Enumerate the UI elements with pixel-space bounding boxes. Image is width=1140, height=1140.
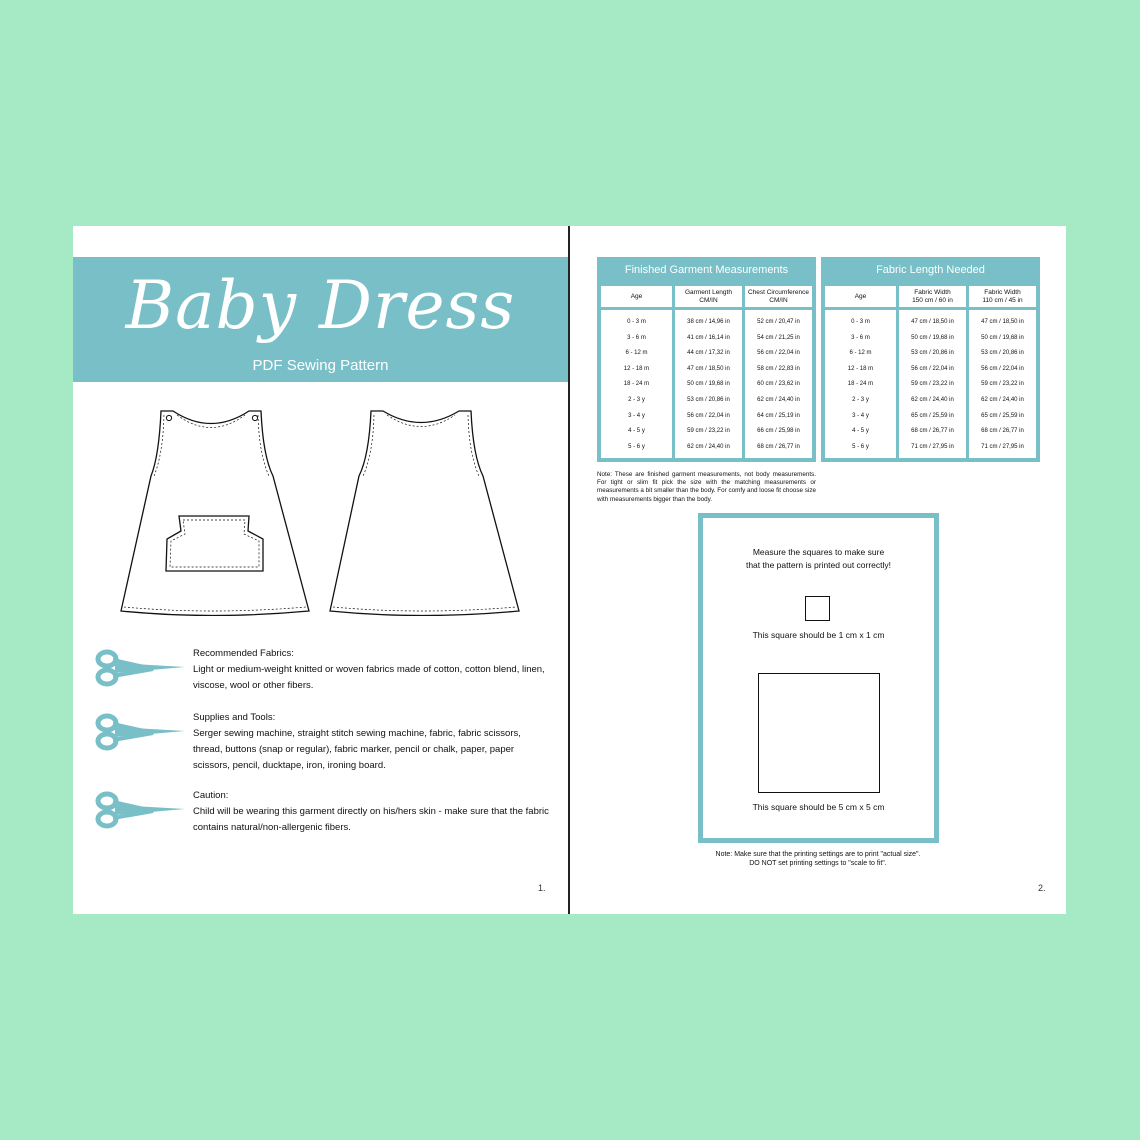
table-cell: 12 - 18 m bbox=[847, 365, 874, 372]
table-cell: 56 cm / 22,04 in bbox=[687, 412, 730, 419]
page-number-right: 2. bbox=[1038, 883, 1046, 893]
supplies-title: Supplies and Tools: bbox=[193, 712, 276, 723]
table-cell: 58 cm / 22,83 in bbox=[757, 365, 800, 372]
test-squares-box bbox=[698, 513, 939, 843]
table-cell: 68 cm / 26,77 in bbox=[981, 428, 1024, 435]
fabric-col-age bbox=[825, 286, 899, 458]
table-cell: 44 cm / 17,32 in bbox=[687, 350, 730, 357]
measurements-col-age bbox=[601, 286, 675, 458]
table-cell: 64 cm / 25,19 in bbox=[757, 412, 800, 419]
fabrics-title: Recommended Fabrics: bbox=[193, 648, 294, 659]
dress-flat-sketch bbox=[113, 406, 533, 616]
table-cell: 18 - 24 m bbox=[623, 381, 650, 388]
table-cell: 38 cm / 14,96 in bbox=[687, 319, 730, 325]
table-cell: 56 cm / 22,04 in bbox=[757, 350, 800, 357]
test-square-1cm-caption: This square should be 1 cm x 1 cm bbox=[752, 630, 885, 640]
table-cell: 0 - 3 m bbox=[851, 319, 870, 325]
fabric-table-body bbox=[821, 283, 1040, 462]
table-cell: 50 cm / 19,68 in bbox=[687, 381, 730, 388]
table-cell: 62 cm / 24,40 in bbox=[687, 443, 730, 450]
column-header: Chest Circumference CM/IN bbox=[745, 286, 812, 310]
dress-front-pocket bbox=[166, 516, 263, 571]
dress-front-outline bbox=[121, 411, 309, 616]
print-settings-note: Note: Make sure that the printing settings are to print "actual size". DO NOT set printing settings to "scale to fit". bbox=[715, 851, 921, 867]
table-cell: 2 - 3 y bbox=[628, 396, 645, 403]
measurements-note: Note: These are finished garment measurements, not body measurements. For tight or slim fit pick the size with the matching measurements or measurements a bit smaller than the body. For comfy and loose fit choose size with measurements bigger than the body. bbox=[597, 471, 816, 503]
table-cell: 12 - 18 m bbox=[623, 365, 650, 372]
scissors-icon bbox=[93, 710, 188, 752]
supplies-body: Serger sewing machine, straight stitch sewing machine, fabric, fabric scissors, thread, buttons (snap or regular), fabric marker, pencil or chalk, paper, paper scissors, pencil, ducktape, iron, ironing board. bbox=[193, 728, 521, 771]
table-cell: 62 cm / 24,40 in bbox=[911, 396, 954, 403]
table-cell: 47 cm / 18,50 in bbox=[687, 365, 730, 372]
page-divider bbox=[568, 226, 570, 914]
table-cell: 6 - 12 m bbox=[849, 350, 872, 357]
table-cell: 60 cm / 23,62 in bbox=[757, 381, 800, 388]
table-cell: 3 - 4 y bbox=[852, 412, 869, 419]
table-cell: 56 cm / 22,04 in bbox=[981, 365, 1024, 372]
table-cell: 66 cm / 25,98 in bbox=[757, 428, 800, 435]
table-cell: 62 cm / 24,40 in bbox=[981, 396, 1024, 403]
column-header: Fabric Width 150 cm / 60 in bbox=[899, 286, 966, 310]
table-cell: 5 - 6 y bbox=[852, 443, 869, 450]
table-cell: 3 - 6 m bbox=[627, 334, 646, 341]
table-cell: 3 - 4 y bbox=[628, 412, 645, 419]
table-cell: 71 cm / 27,95 in bbox=[911, 443, 954, 450]
table-cell: 53 cm / 20,86 in bbox=[981, 350, 1024, 357]
table-cell: 68 cm / 26,77 in bbox=[911, 428, 954, 435]
column-header: Fabric Width 110 cm / 45 in bbox=[969, 286, 1036, 310]
pattern-spread bbox=[73, 226, 1066, 914]
caution-text bbox=[193, 788, 553, 836]
button-right bbox=[252, 415, 257, 420]
table-cell: 4 - 5 y bbox=[852, 428, 869, 435]
test-square-5cm-caption: This square should be 5 cm x 5 cm bbox=[752, 802, 885, 812]
table-cell: 59 cm / 23,22 in bbox=[911, 381, 954, 388]
dress-back-outline bbox=[330, 411, 519, 616]
table-cell: 41 cm / 16,14 in bbox=[687, 334, 730, 341]
table-cell: 65 cm / 25,59 in bbox=[911, 412, 954, 419]
page-subtitle: PDF Sewing Pattern bbox=[252, 357, 389, 374]
fabric-table-title: Fabric Length Needed bbox=[821, 257, 1040, 283]
table-cell: 2 - 3 y bbox=[852, 396, 869, 403]
table-cell: 56 cm / 22,04 in bbox=[911, 365, 954, 372]
scissors-icon bbox=[93, 646, 188, 688]
test-square-1cm bbox=[805, 596, 830, 621]
table-cell: 52 cm / 20,47 in bbox=[757, 319, 800, 325]
table-cell: 59 cm / 23,22 in bbox=[687, 428, 730, 435]
caution-body: Child will be wearing this garment directly on his/hers skin - make sure that the fabric contains natural/non-allergenic fibers. bbox=[193, 806, 549, 833]
supplies-text bbox=[193, 710, 553, 774]
table-cell: 47 cm / 18,50 in bbox=[981, 319, 1024, 325]
table-cell: 53 cm / 20,86 in bbox=[911, 350, 954, 357]
column-header: Age bbox=[601, 286, 672, 310]
table-cell: 50 cm / 19,68 in bbox=[911, 334, 954, 341]
fabric-col-110 bbox=[969, 286, 1036, 458]
fabrics-text bbox=[193, 646, 553, 694]
table-cell: 4 - 5 y bbox=[628, 428, 645, 435]
fabrics-body: Light or medium-weight knitted or woven fabrics made of cotton, cotton blend, linen, viscose, wool or other fibers. bbox=[193, 664, 545, 691]
table-cell: 3 - 6 m bbox=[851, 334, 870, 341]
table-cell: 62 cm / 24,40 in bbox=[757, 396, 800, 403]
fabric-length-table bbox=[821, 257, 1040, 462]
test-square-5cm bbox=[758, 673, 880, 793]
measurements-table bbox=[597, 257, 816, 462]
fabric-col-150 bbox=[899, 286, 969, 458]
table-cell: 54 cm / 21,25 in bbox=[757, 334, 800, 341]
table-cell: 6 - 12 m bbox=[625, 350, 648, 357]
page-number-left: 1. bbox=[538, 883, 546, 893]
measurements-col-chest bbox=[745, 286, 812, 458]
button-left bbox=[166, 415, 171, 420]
title-banner bbox=[73, 257, 568, 382]
measurements-table-body bbox=[597, 283, 816, 462]
column-header: Garment Length CM/IN bbox=[675, 286, 742, 310]
table-cell: 53 cm / 20,86 in bbox=[687, 396, 730, 403]
measurements-table-title: Finished Garment Measurements bbox=[597, 257, 816, 283]
measurements-col-length bbox=[675, 286, 745, 458]
table-cell: 18 - 24 m bbox=[847, 381, 874, 388]
table-cell: 0 - 3 m bbox=[627, 319, 646, 325]
info-section-supplies bbox=[93, 710, 563, 780]
table-cell: 50 cm / 19,68 in bbox=[981, 334, 1024, 341]
scissors-icon bbox=[93, 788, 188, 830]
page-title: Baby Dress bbox=[125, 267, 516, 344]
info-section-caution bbox=[93, 788, 563, 838]
test-squares-title: Measure the squares to make sure that the pattern is printed out correctly! bbox=[745, 547, 892, 570]
caution-title: Caution: bbox=[193, 790, 229, 801]
column-header: Age bbox=[825, 286, 896, 310]
table-cell: 59 cm / 23,22 in bbox=[981, 381, 1024, 388]
table-cell: 47 cm / 18,50 in bbox=[911, 319, 954, 325]
info-section-fabrics bbox=[93, 646, 563, 706]
table-cell: 71 cm / 27,95 in bbox=[981, 443, 1024, 450]
table-cell: 68 cm / 26,77 in bbox=[757, 443, 800, 450]
table-cell: 65 cm / 25,59 in bbox=[981, 412, 1024, 419]
table-cell: 5 - 6 y bbox=[628, 443, 645, 450]
